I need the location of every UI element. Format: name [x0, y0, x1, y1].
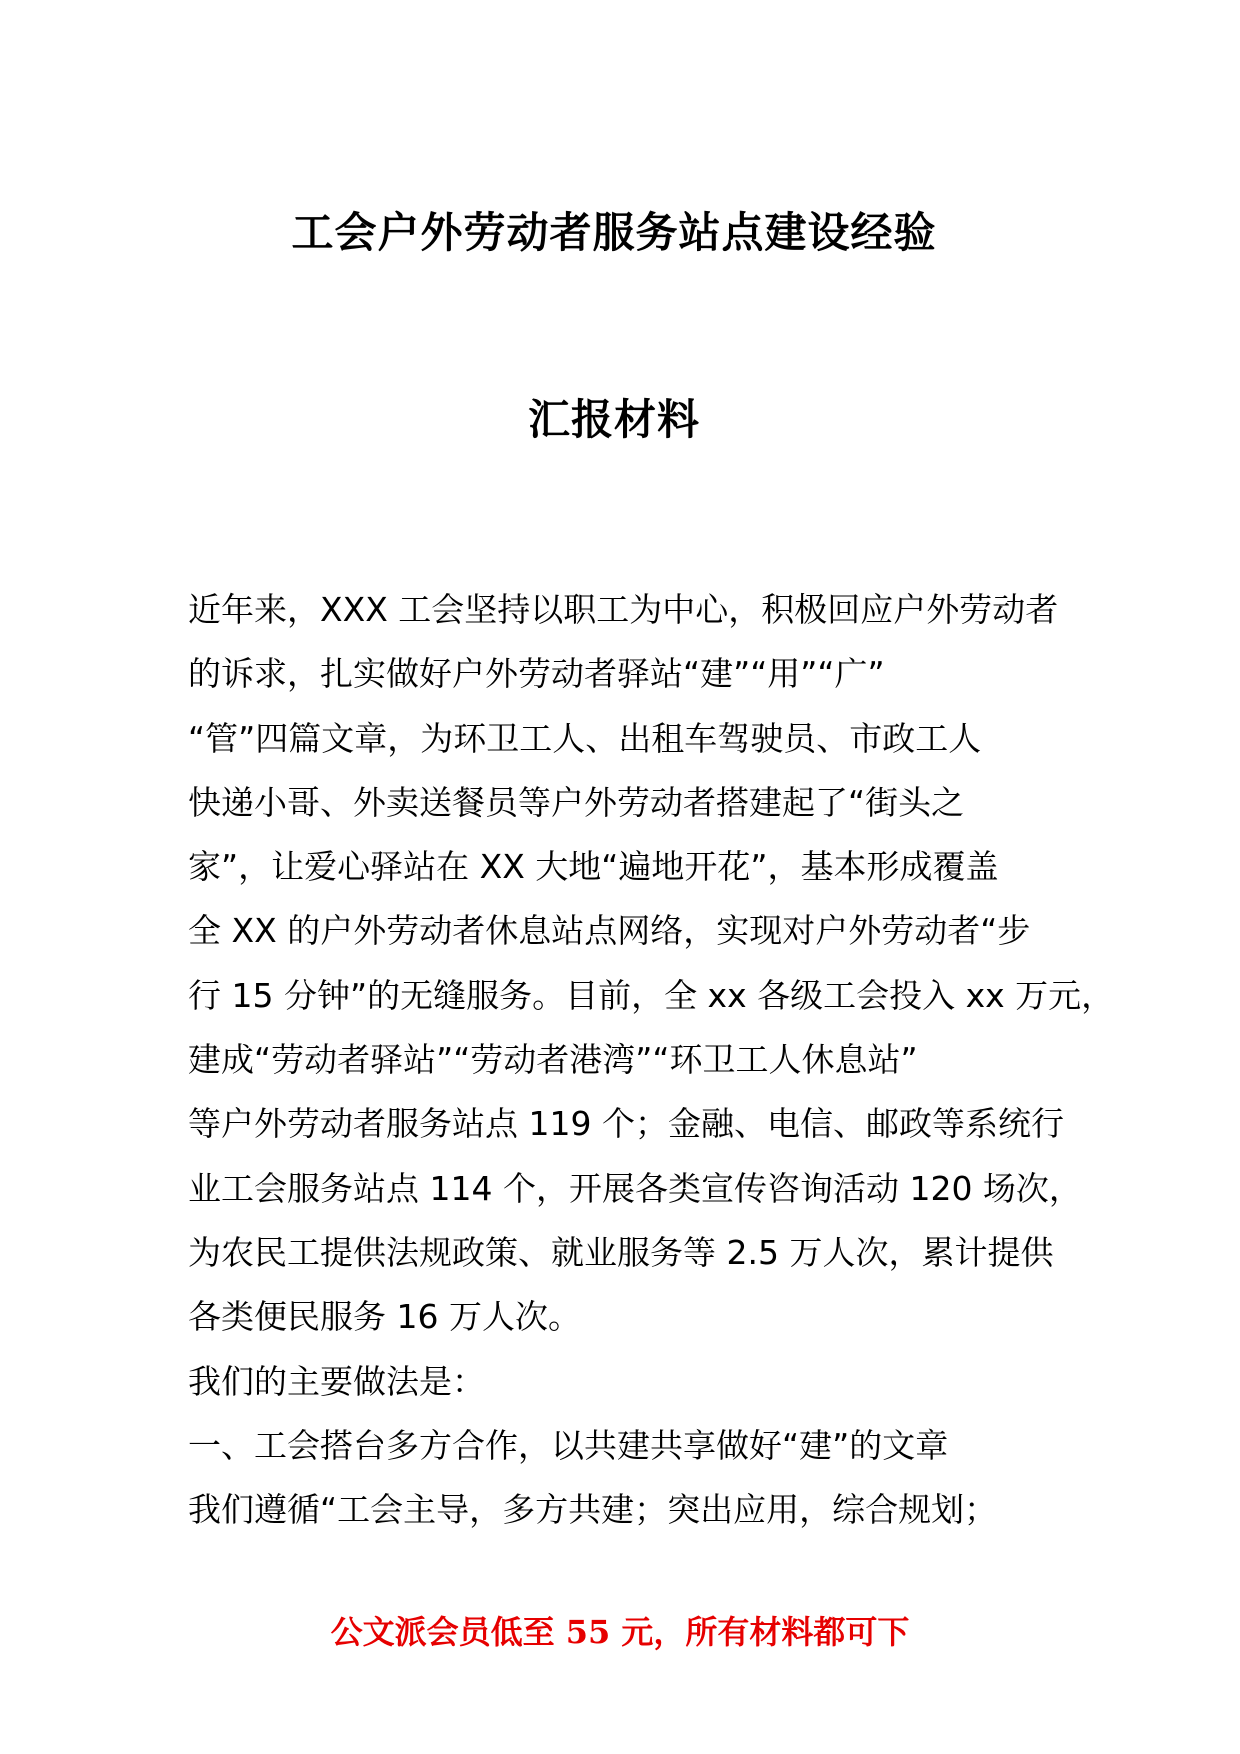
section-heading: 一、工会搭台多方合作，以共建共享做好“建”的文章 [188, 1425, 949, 1465]
body-line: 建成“劳动者驿站”“劳动者港湾”“环卫工人休息站” [188, 1040, 918, 1080]
body-line: 等户外劳动者服务站点 119 个；金融、电信、邮政等系统行 [188, 1104, 1064, 1144]
body-line: 我们的主要做法是： [188, 1361, 485, 1401]
body-line: 家”，让爱心驿站在 XX 大地“遍地开花”，基本形成覆盖 [188, 847, 999, 887]
footer-notice: 公文派会员低至 55 元，所有材料都可下 [330, 1613, 910, 1651]
document-title-line-2: 汇报材料 [527, 395, 700, 444]
body-line: “管”四篇文章，为环卫工人、出租车驾驶员、市政工人 [188, 718, 982, 758]
body-line: 近年来，XXX 工会坚持以职工为中心，积极回应户外劳动者 [188, 590, 1059, 629]
body-line: 业工会服务站点 114 个，开展各类宣传咨询活动 120 场次， [188, 1168, 1082, 1208]
body-line: 为农民工提供法规政策、就业服务等 2.5 万人次，累计提供 [188, 1232, 1054, 1272]
document-title-line-1: 工会户外劳动者服务站点建设经验 [291, 208, 937, 257]
body-line: 各类便民服务 16 万人次。 [188, 1297, 581, 1337]
body-line: 快递小哥、外卖送餐员等户外劳动者搭建起了“街头之 [188, 782, 965, 822]
body-line: 全 XX 的户外劳动者休息站点网络，实现对户外劳动者“步 [188, 911, 1031, 951]
body-line: 的诉求，扎实做好户外劳动者驿站“建”“用”“广” [188, 654, 885, 694]
body-line: 我们遵循“工会主导，多方共建；突出应用，综合规划； [188, 1490, 998, 1530]
document-body [188, 578, 1115, 1542]
body-line: 行 15 分钟”的无缝服务。目前，全 xx 各级工会投入 xx 万元， [188, 975, 1115, 1015]
